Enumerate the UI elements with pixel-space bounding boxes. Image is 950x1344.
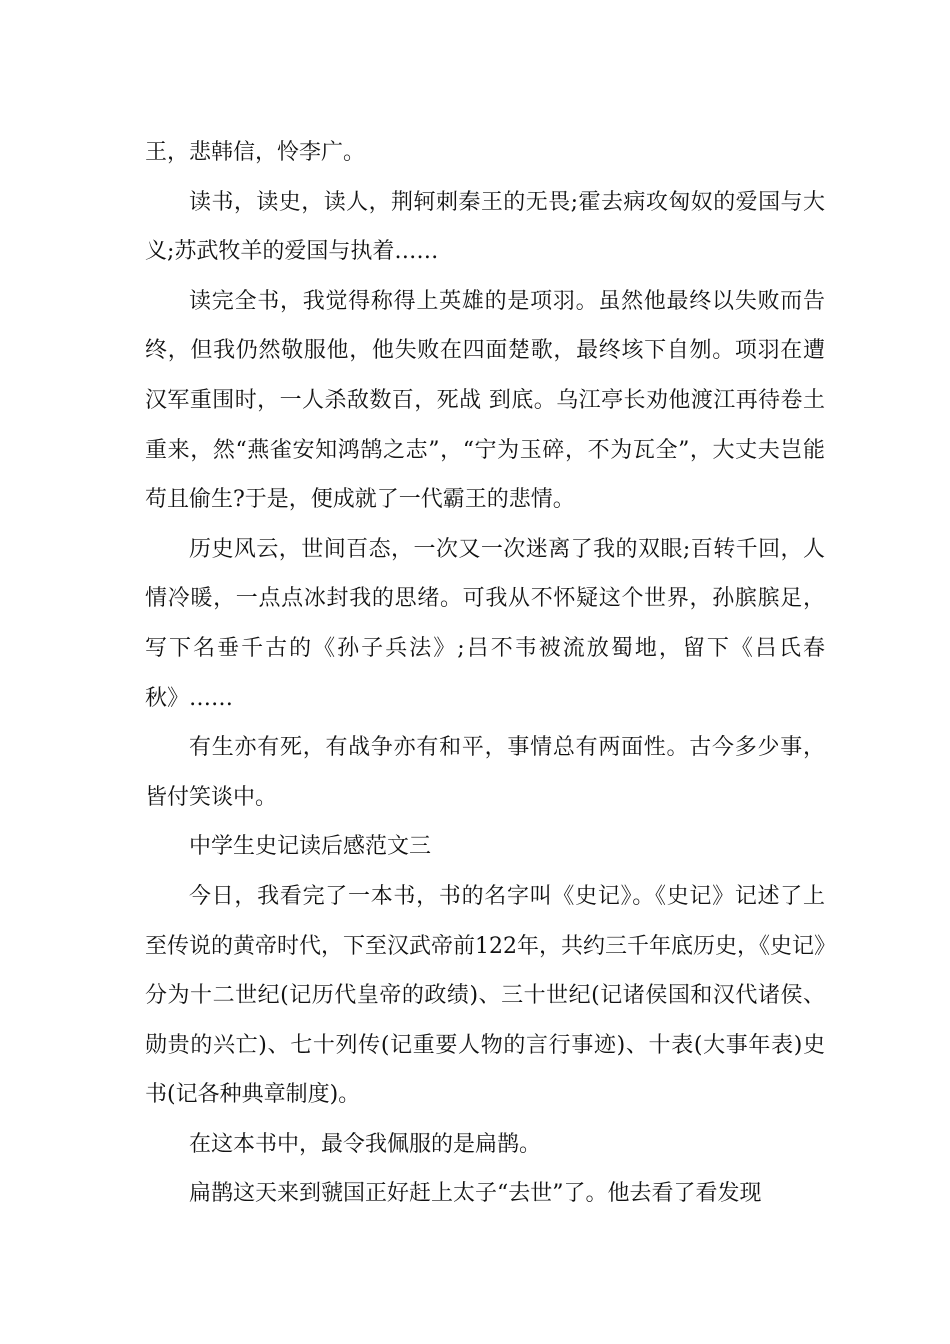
- section-heading: 中学生史记读后感范文三: [189, 834, 432, 860]
- paragraph-continuation: 王，悲韩信，怜李广。: [145, 140, 366, 165]
- paragraph-history-reflection: 历史风云，世间百态，一次又一次迷离了我的双眼;百转千回，人情冷暖，一点点冰封我的思绪。可我从不怀疑这个世界，孙膑膑足，写下名垂千古的《孙子兵法》;吕不韦被流放蜀地，留下《吕氏春秋》……: [145, 536, 825, 711]
- paragraph-xiang-yu: 读完全书，我觉得称得上英雄的是项羽。虽然他最终以失败而告终，但我仍然敬服他，他失败在四面楚歌，最终垓下自刎。项羽在遭汉军重围时，一人杀敌数百，死战 到底。乌江亭长劝他渡江再待卷土重来，然“燕雀安知鸿鹄之志”，“宁为玉碎，不为瓦全”，大丈夫岂能苟且偷生?于是，便成就了一代霸王的悲情。: [145, 288, 825, 513]
- paragraph-shiji-intro: 今日，我看完了一本书，书的名字叫《史记》。《史记》记述了上至传说的黄帝时代，下至汉武帝前122年，共约三千年底历史，《史记》分为十二世纪(记历代皇帝的政绩)、三十世纪(记诸侯国和汉代诸侯、勋贵的兴亡)、七十列传(记重要人物的言行事迹)、十表(大事年表)史书(记各种典章制度)。: [145, 883, 825, 1108]
- paragraph-bian-que-story: 扁鹊这天来到虢国正好赶上太子“去世”了。他去看了看发现: [189, 1181, 762, 1207]
- paragraph-reading-history: 读书，读史，读人，荆轲刺秦王的无畏;霍去病攻匈奴的爱国与大义;苏武牧羊的爱国与执着……: [145, 189, 825, 265]
- paragraph-life-and-death: 有生亦有死，有战争亦有和平，事情总有两面性。古今多少事，皆付笑谈中。: [145, 735, 825, 810]
- document-body: [145, 128, 825, 1219]
- paragraph-bian-que-admire: 在这本书中，最令我佩服的是扁鹊。: [189, 1131, 542, 1157]
